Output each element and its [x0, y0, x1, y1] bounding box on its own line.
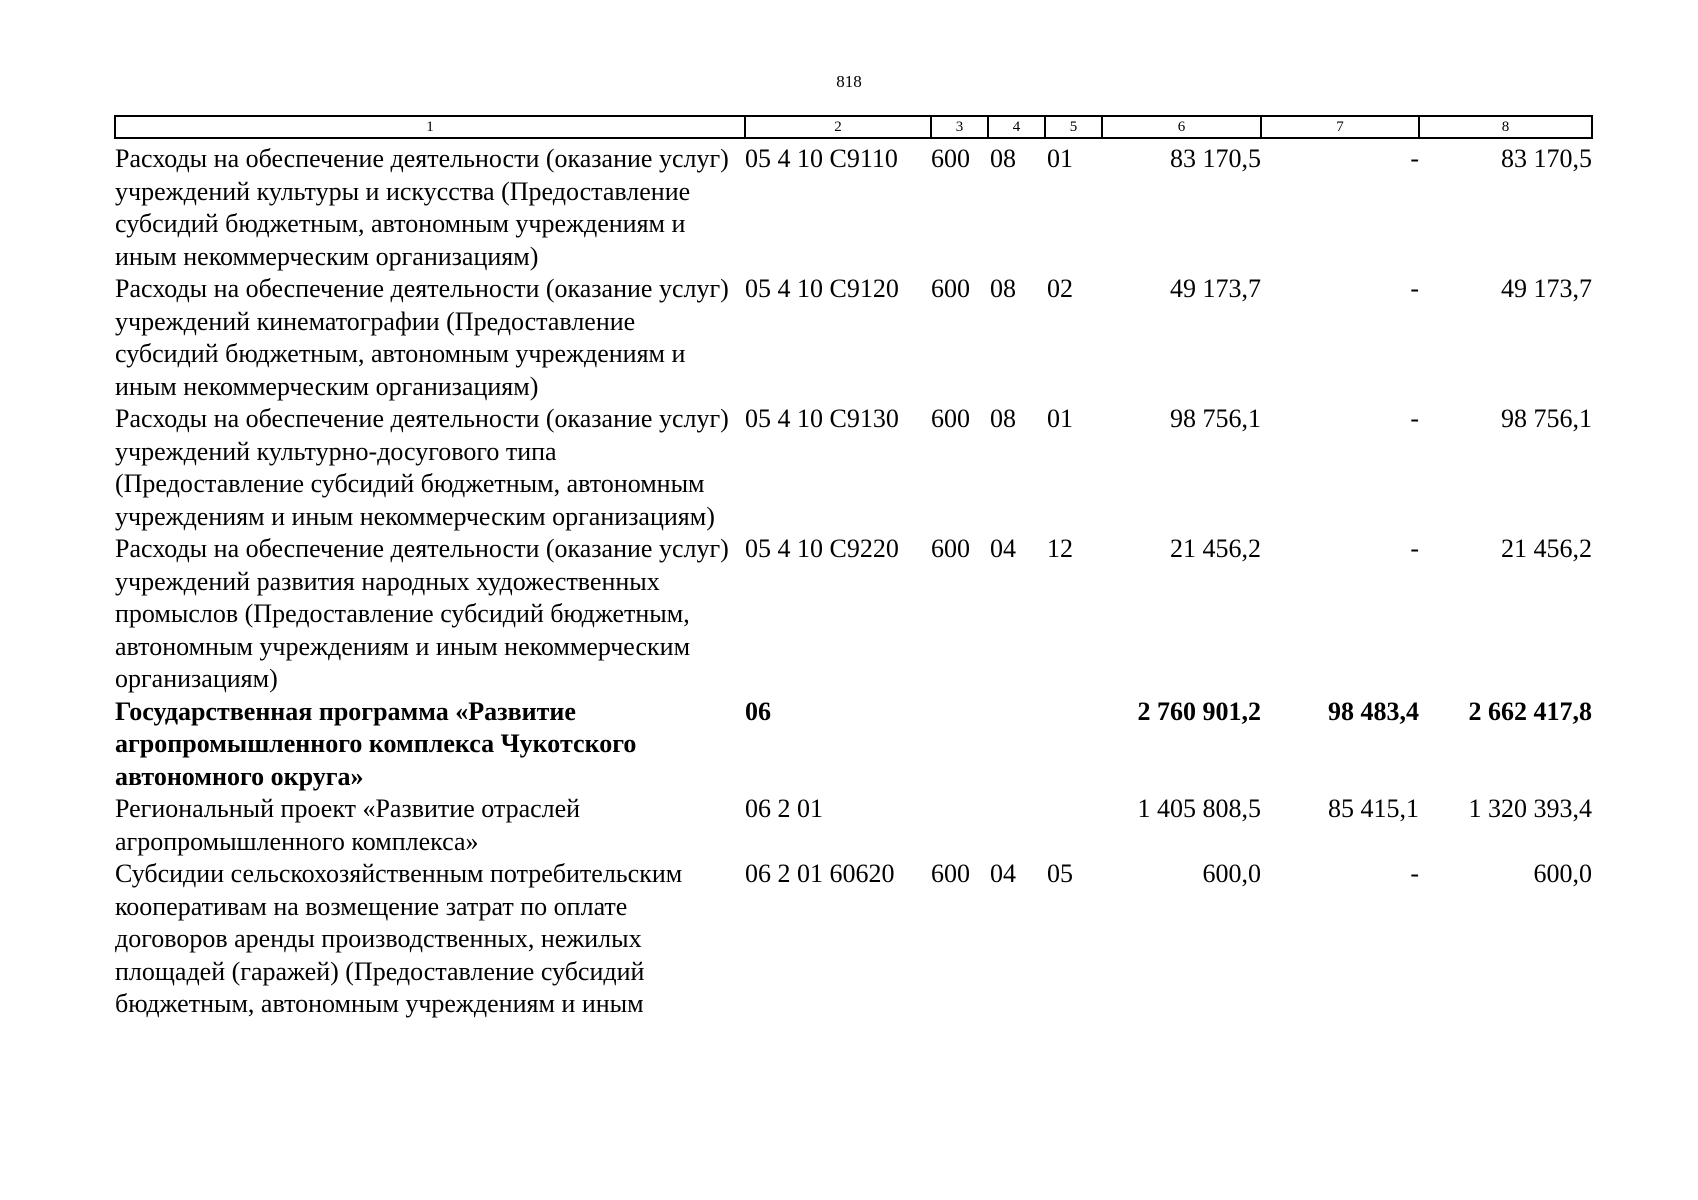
table-row	[115, 273, 1592, 403]
row-total: 1 405 808,5	[1137, 794, 1261, 823]
page-number: 818	[836, 72, 862, 91]
table-row	[115, 793, 1592, 858]
row-section: 08	[990, 144, 1016, 173]
row-target-code: 05 4 10 С9110	[745, 144, 898, 173]
column-header-7: 7	[1261, 116, 1419, 138]
row-expense-type: 600	[931, 859, 970, 888]
table-row	[115, 138, 1592, 273]
column-number-header	[115, 116, 1592, 138]
row-section	[988, 696, 1045, 794]
row-total: 98 756,1	[1170, 404, 1261, 433]
row-expense-type	[931, 793, 988, 858]
row-subventions: 85 415,1	[1328, 794, 1419, 823]
row-total: 600,0	[1202, 859, 1261, 888]
row-section: 08	[990, 274, 1016, 303]
row-description: Расходы на обеспечение деятельности (оказание услуг) учреждений кинематографии (Предоставление субсидий бюджетным, автономным учреждениям и иным некоммерческим организациям)	[115, 274, 729, 401]
row-subsection	[1045, 793, 1102, 858]
column-header-1: 1	[115, 116, 745, 138]
row-subventions: -	[1410, 144, 1419, 173]
row-expense-type	[931, 696, 988, 794]
row-subventions: -	[1410, 859, 1419, 888]
table-row	[115, 533, 1592, 696]
row-subventions: -	[1410, 274, 1419, 303]
row-section: 04	[990, 534, 1016, 563]
row-subsection: 02	[1047, 274, 1073, 303]
row-subsection: 01	[1047, 404, 1073, 433]
column-header-4: 4	[988, 116, 1045, 138]
row-own-funds: 21 456,2	[1501, 534, 1592, 563]
row-description: Государственная программа «Развитие агропромышленного комплекса Чукотского автономного округа»	[115, 696, 637, 791]
row-subventions: -	[1410, 534, 1419, 563]
row-own-funds: 600,0	[1533, 859, 1592, 888]
row-subsection	[1045, 696, 1102, 794]
row-expense-type: 600	[931, 534, 970, 563]
row-total: 2 760 901,2	[1137, 696, 1261, 726]
table-row	[115, 403, 1592, 533]
row-description: Региональный проект «Развитие отраслей агропромышленного комплекса»	[115, 794, 581, 856]
row-section	[988, 793, 1045, 858]
column-header-5: 5	[1045, 116, 1102, 138]
table-row	[115, 858, 1592, 1021]
budget-table	[114, 115, 1593, 1021]
row-expense-type: 600	[931, 274, 970, 303]
row-target-code: 05 4 10 С9120	[745, 274, 899, 303]
column-header-8: 8	[1419, 116, 1592, 138]
row-section: 08	[990, 404, 1016, 433]
row-own-funds: 98 756,1	[1501, 404, 1592, 433]
row-total: 49 173,7	[1170, 274, 1261, 303]
row-subventions: -	[1410, 404, 1419, 433]
row-target-code: 06 2 01	[745, 794, 823, 823]
row-description: Субсидии сельскохозяйственным потребительским кооперативам на возмещение затрат по оплате договоров аренды производственных, нежилых площадей (гаражей) (Предоставление субсидий бюджетным, автономным учреждениям и иным	[115, 859, 683, 1018]
row-description: Расходы на обеспечение деятельности (оказание услуг) учреждений культуры и искусства (Предоставление субсидий бюджетным, автономным учреждениям и иным некоммерческим организациям)	[115, 144, 729, 271]
table-row-program-heading	[115, 696, 1592, 794]
row-total: 21 456,2	[1170, 534, 1261, 563]
row-own-funds: 83 170,5	[1501, 144, 1592, 173]
column-header-3: 3	[931, 116, 988, 138]
row-own-funds: 49 173,7	[1501, 274, 1592, 303]
row-target-code: 06	[745, 696, 771, 726]
row-expense-type: 600	[931, 404, 970, 433]
row-subsection: 12	[1047, 534, 1073, 563]
row-subventions: 98 483,4	[1328, 696, 1419, 726]
row-description: Расходы на обеспечение деятельности (оказание услуг) учреждений развития народных художественных промыслов (Предоставление субсидий бюджетным, автономным учреждениям и иным некоммерческим организациям)	[115, 534, 729, 693]
row-total: 83 170,5	[1170, 144, 1261, 173]
column-header-6: 6	[1102, 116, 1261, 138]
row-own-funds: 2 662 417,8	[1468, 696, 1592, 726]
row-expense-type: 600	[931, 144, 970, 173]
row-description: Расходы на обеспечение деятельности (оказание услуг) учреждений культурно-досугового типа (Предоставление субсидий бюджетным, автономным учреждениям и иным некоммерческим организациям)	[115, 404, 729, 531]
row-subsection: 01	[1047, 144, 1073, 173]
row-target-code: 05 4 10 С9130	[745, 404, 899, 433]
row-target-code: 05 4 10 С9220	[745, 534, 899, 563]
column-header-2: 2	[745, 116, 931, 138]
row-target-code: 06 2 01 60620	[745, 859, 895, 888]
row-own-funds: 1 320 393,4	[1468, 794, 1592, 823]
row-subsection: 05	[1047, 859, 1073, 888]
row-section: 04	[990, 859, 1016, 888]
